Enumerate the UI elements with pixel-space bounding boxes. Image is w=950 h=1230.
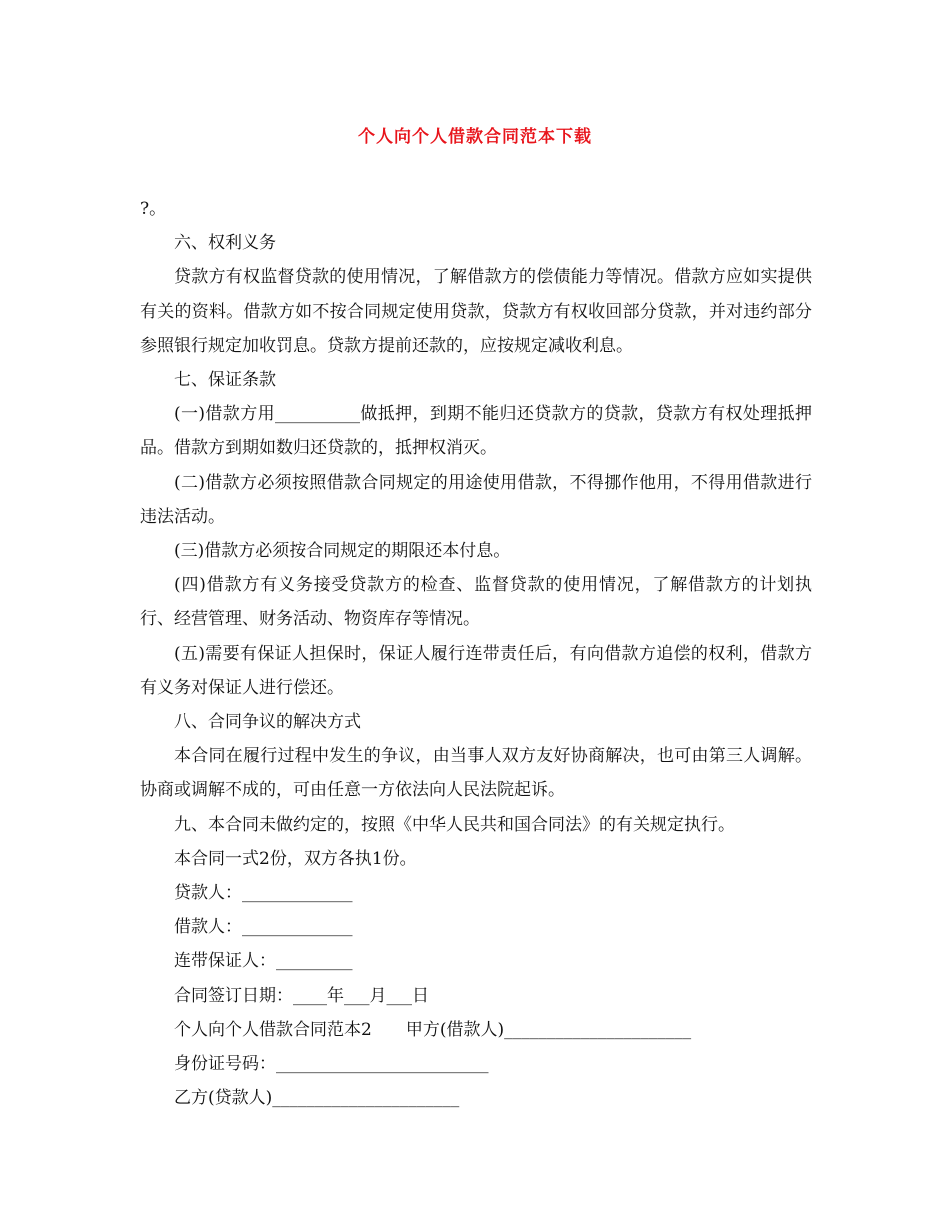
party-b-line: 乙方(贷款人)______________________ [174,1088,460,1109]
section-heading-dispute: 八、合同争议的解决方式 [174,712,361,733]
section-heading-rights: 六、权利义务 [174,233,276,254]
clause-5: (五)需要有保证人担保时，保证人履行连带责任后，有向借款方追偿的权利，借款方有义务对保证人进行偿还。 [140,643,812,698]
clause-3: (三)借款方必须按合同规定的期限还本付息。 [174,541,511,562]
borrower-signature-line: 借款人：_____________ [174,917,353,938]
lender-signature-line: 贷款人：_____________ [174,883,353,904]
clause-2: (二)借款方必须按照借款合同规定的用途使用借款，不得挪作他用，不得用借款进行违法活动。 [140,472,812,527]
document-title: 个人向个人借款合同范本下载 [358,127,592,147]
clause-1: (一)借款方用__________做抵押，到期不能归还贷款方的贷款，贷款方有权处理抵押品。借款方到期如数归还贷款的，抵押权消灭。 [140,404,812,459]
paragraph-dispute: 本合同在履行过程中发生的争议，由当事人双方友好协商解决，也可由第三人调解。协商或调解不成的，可由任意一方依法向人民法院起诉。 [140,746,812,801]
id-number-line: 身份证号码：_________________________ [174,1054,489,1075]
template-2-party-a-line: 个人向个人借款合同范本2 甲方(借款人)______________________ [174,1019,692,1040]
signing-date-line: 合同签订日期：____年___月___日 [174,985,429,1006]
clause-4: (四)借款方有义务接受贷款方的检查、监督贷款的使用情况，了解借款方的计划执行、经营管理、财务活动、物资库存等情况。 [140,575,812,630]
paragraph-fragment: ?。 [140,199,167,219]
document-body [140,192,812,1115]
guarantor-signature-line: 连带保证人：_________ [174,951,353,972]
section-heading-guarantee: 七、保证条款 [174,370,276,391]
section-nine: 九、本合同未做约定的，按照《中华人民共和国合同法》的有关规定执行。 [174,814,735,835]
copies-line: 本合同一式2份，双方各执1份。 [174,848,417,869]
paragraph-rights: 贷款方有权监督贷款的使用情况，了解借款方的偿债能力等情况。借款方应如实提供有关的资料。借款方如不按合同规定使用贷款，贷款方有权收回部分贷款，并对违约部分参照银行规定加收罚息。贷款方提前还款的，应按规定减收利息。 [140,267,812,356]
